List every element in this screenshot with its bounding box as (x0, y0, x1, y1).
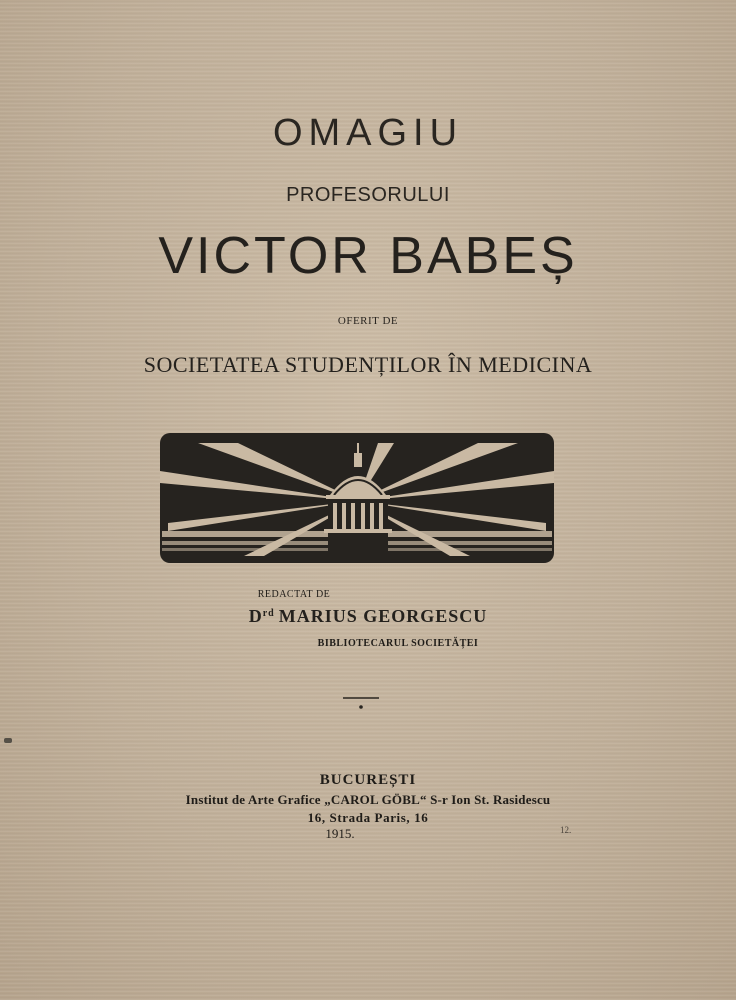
imprint-year: 1915. (325, 826, 355, 841)
society-name: SOCIETATEA STUDENȚILOR ÎN MEDICINA (143, 352, 593, 377)
editor-prefix: D (248, 606, 263, 626)
editor-name: MARIUS GEORGESCU (278, 606, 488, 626)
domed-building-with-sunrays-icon (158, 431, 556, 565)
imprint-city: BUCUREȘTI (319, 772, 417, 788)
editor-prefix-sup: rd (262, 608, 275, 619)
imprint-address: 16, Strada Paris, 16 (307, 810, 429, 825)
editor-line (0, 606, 736, 627)
print-mark: 12. (560, 825, 572, 835)
document-title: OMAGIU (272, 112, 464, 154)
document-subtitle: PROFESORULUI (286, 184, 450, 206)
paper-speck (4, 738, 12, 743)
imprint-publisher: Institut de Arte Grafice „CAROL GÖBL“ S-r Ion St. Rasidescu (185, 792, 551, 807)
ornamental-rule-icon (343, 695, 379, 711)
offered-by-label: OFERIT DE (337, 315, 399, 327)
editor-role: BIBLIOTECARUL SOCIETĂȚEI (317, 638, 479, 649)
edited-by-label: REDACTAT DE (257, 589, 331, 600)
honoree-name: VICTOR BABEȘ (158, 227, 578, 285)
